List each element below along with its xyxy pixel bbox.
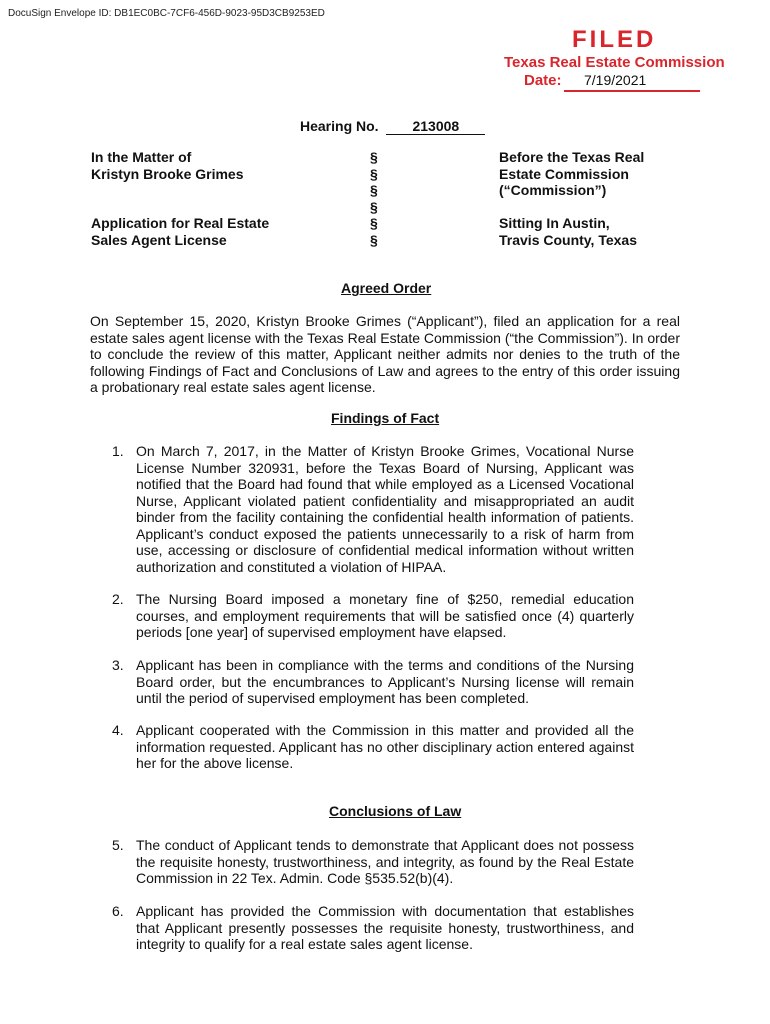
caption-section-symbols [370, 149, 378, 248]
stamp-agency: Texas Real Estate Commission [504, 54, 725, 71]
caption-right-line: Estate Commission [499, 165, 629, 182]
list-item [112, 443, 634, 575]
item-text: Applicant has been in compliance with the terms and conditions of the Nursing Board order, but the encumbrances to Applicant’s Nursing license will remain until the period of supervised employment has been completed. [136, 657, 634, 706]
item-number: 3. [112, 657, 124, 673]
list-item [112, 591, 634, 641]
caption-right-line: (“Commission”) [499, 182, 607, 198]
caption-left-line: Sales Agent License [91, 231, 227, 248]
section-symbol: § [370, 182, 378, 198]
item-number: 4. [112, 722, 124, 738]
caption-left-line: Application for Real Estate [91, 215, 270, 231]
item-number: 6. [112, 903, 124, 919]
caption-left [91, 149, 269, 248]
caption-right [499, 149, 644, 248]
caption-right-line: Travis County, Texas [499, 231, 637, 248]
list-item [112, 722, 634, 772]
hearing-number [300, 118, 485, 135]
item-number: 1. [112, 443, 124, 459]
section-symbol: § [370, 165, 378, 182]
hearing-label: Hearing No. [300, 118, 379, 134]
caption-right-line: Before the Texas Real [499, 149, 645, 165]
caption-left-line: In the Matter of [91, 149, 192, 165]
item-text: Applicant cooperated with the Commission in this matter and provided all the information requested. Applicant has no other disciplinary action entered against her for the above license. [136, 722, 634, 771]
list-item [112, 903, 634, 953]
conclusions-heading: Conclusions of Law [329, 803, 462, 819]
agreed-order-heading: Agreed Order [341, 280, 432, 296]
stamp-date-label: Date: [524, 72, 562, 89]
item-text: The conduct of Applicant tends to demonstrate that Applicant does not possess the requisite honesty, trustworthiness, and integrity, as found by the Real Estate Commission in 22 Tex. Admin. Code §535.52(b)(4). [136, 837, 634, 886]
stamp-date-line [564, 90, 700, 92]
section-symbol: § [370, 215, 378, 231]
caption-right-line: Sitting In Austin, [499, 215, 610, 231]
hearing-number-value: 213008 [386, 118, 485, 135]
item-number: 5. [112, 837, 124, 853]
item-text: On March 7, 2017, in the Matter of Kristyn Brooke Grimes, Vocational Nurse License Number 320931, before the Texas Board of Nursing, Applicant was notified that the Board had found that while employed as a Licensed Vocational Nurse, Applicant violated patient confidentiality and misappropriated an audit binder from the facility containing the confidential health information of patients. Applicant’s conduct exposed the patients unnecessarily to a risk of harm from use, accessing or disclosure of confidential medical information without written authorization and constituted a violation of HIPAA. [136, 443, 634, 575]
item-number: 2. [112, 591, 124, 607]
item-text: The Nursing Board imposed a monetary fine of $250, remedial education courses, and employment requirements that will be satisfied once (4) quarterly periods [one year] of supervised employment have elapsed. [136, 591, 634, 640]
section-symbol: § [370, 231, 378, 248]
section-symbol: § [370, 149, 378, 165]
caption-left-line: Kristyn Brooke Grimes [91, 165, 244, 182]
intro-paragraph: On September 15, 2020, Kristyn Brooke Grimes (“Applicant”), filed an application for a real estate sales agent license with the Texas Real Estate Commission (“the Commission”). In order to conclude the review of this matter, Applicant neither admits nor denies to the truth of the following Findings of Fact and Conclusions of Law and agrees to the entry of this order issuing a probationary real estate sales agent license. [90, 313, 680, 395]
findings-heading: Findings of Fact [331, 410, 440, 426]
list-item [112, 837, 634, 887]
envelope-id: DocuSign Envelope ID: DB1EC0BC-7CF6-456D-9023-95D3CB9253ED [8, 8, 325, 19]
stamp-filed-text: FILED [572, 26, 657, 53]
list-item [112, 657, 634, 707]
item-text: Applicant has provided the Commission with documentation that establishes that Applicant presently possesses the requisite honesty, trustworthiness, and integrity to qualify for a real estate sales agent license. [136, 903, 634, 952]
section-symbol: § [370, 198, 378, 215]
stamp-date-value: 7/19/2021 [584, 72, 647, 88]
